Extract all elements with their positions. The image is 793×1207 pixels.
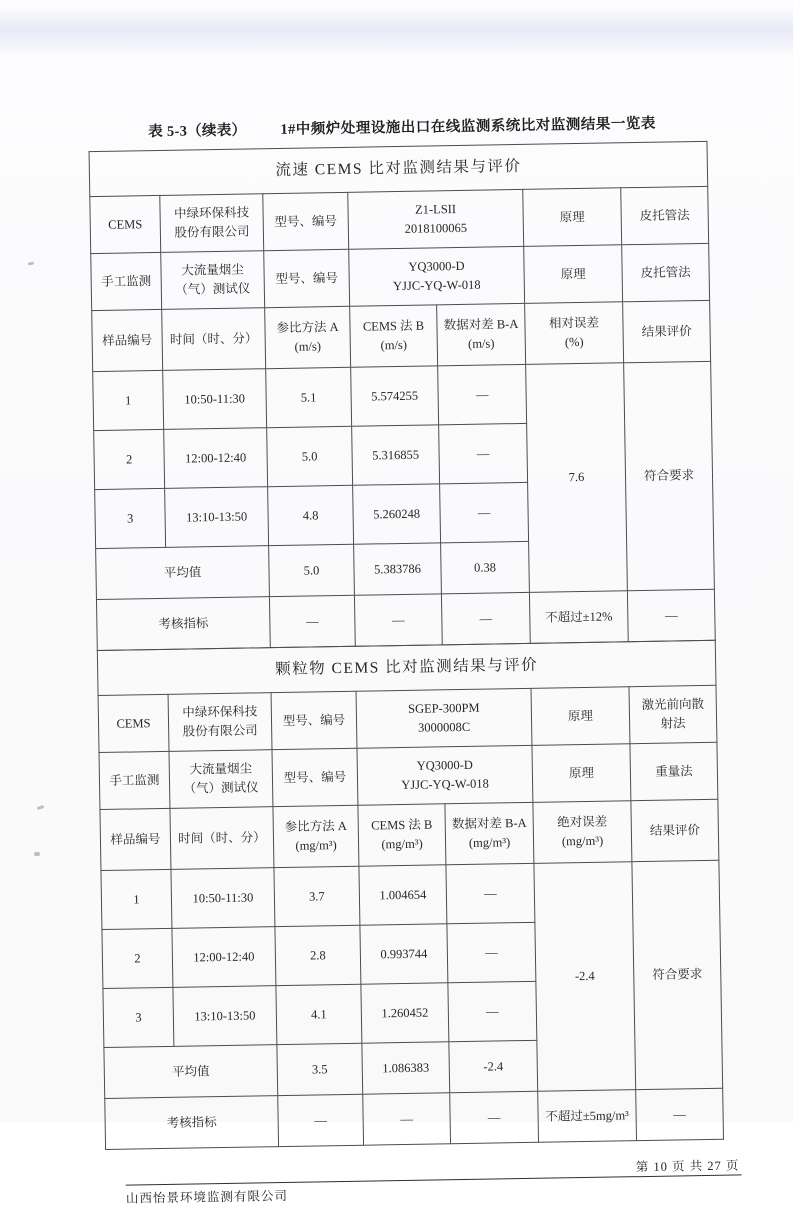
header-time: 时间（时、分） [170, 807, 274, 870]
cell-time: 13:10-13:50 [165, 487, 269, 548]
cell-ref-value: 4.1 [276, 984, 362, 1044]
cell-device: 大流量烟尘 （气）测试仪 [169, 750, 273, 809]
cell-role: CEMS [90, 195, 161, 253]
document-title-line [148, 111, 706, 141]
scan-speck [28, 261, 34, 265]
cell-sample-no: 3 [95, 488, 166, 548]
cell-ref-value: — [278, 1094, 364, 1146]
cell-time: 13:10-13:50 [173, 986, 277, 1047]
cell-ref-value: 4.8 [268, 485, 354, 545]
scan-speck [37, 805, 45, 810]
header-data-diff: 数据对差 B-A (mg/m³) [445, 802, 534, 864]
table-number-label: 表 5-3（续表） [148, 122, 247, 141]
particulate-cems-table [97, 640, 724, 1150]
cell-cems-value: 5.260248 [353, 484, 441, 544]
header-error: 绝对误差 (mg/m³) [533, 801, 632, 864]
cell-error-merged: 7.6 [526, 363, 628, 593]
section-title: 颗粒物 CEMS 比对监测结果与评价 [97, 640, 716, 695]
cell-principle-value: 皮托管法 [621, 186, 709, 244]
cell-device: 中绿环保科技 股份有限公司 [168, 693, 272, 752]
footer-company-name: 山西怡景环境监测有限公司 [125, 1188, 289, 1206]
cell-criteria-label: 考核指标 [96, 597, 270, 651]
cell-model-value: SGEP-300PM 3000008C [356, 688, 532, 748]
footer-page-number: 第 10 页 共 27 页 [635, 1158, 740, 1175]
cell-model-value: YQ3000-D YJJC-YQ-W-018 [357, 745, 533, 805]
cell-time: 12:00-12:40 [172, 927, 276, 988]
header-ref-method: 参比方法 A (m/s) [265, 306, 351, 368]
cell-cems-value: 1.086383 [362, 1042, 450, 1094]
cell-time: 10:50-11:30 [163, 369, 267, 430]
cell-ref-value: 3.7 [274, 866, 360, 926]
cell-average-label: 平均值 [104, 1045, 278, 1099]
cell-diff-value: — [446, 863, 535, 923]
cell-sample-no: 1 [101, 869, 172, 929]
cell-ref-value: 5.0 [267, 426, 353, 486]
cell-criteria-label: 考核指标 [105, 1096, 279, 1150]
cell-principle-label: 原理 [532, 744, 631, 803]
device-row-manual [99, 742, 718, 809]
cell-principle-label: 原理 [523, 188, 622, 247]
cell-principle-value: 重量法 [630, 742, 718, 800]
header-data-diff: 数据对差 B-A (m/s) [437, 303, 526, 365]
column-header-row [92, 300, 711, 371]
cell-model-label: 型号、编号 [263, 192, 349, 250]
cell-diff-value: — [439, 423, 528, 483]
header-sample-no: 样品编号 [92, 309, 163, 371]
cell-cems-value: — [354, 594, 442, 646]
cell-average-label: 平均值 [96, 546, 270, 600]
cell-ref-value: — [269, 595, 355, 647]
header-evaluation: 结果评价 [631, 799, 719, 861]
cell-sample-no: 2 [102, 928, 173, 988]
cell-cems-value: 0.993744 [360, 924, 448, 984]
cell-role: 手工监测 [99, 751, 170, 809]
device-row-manual [91, 243, 710, 310]
cell-model-value: Z1-LSII 2018100065 [348, 189, 524, 249]
cell-device: 大流量烟尘 （气）测试仪 [161, 251, 265, 310]
scan-shadow-band [0, 10, 793, 54]
page-footer [125, 1155, 742, 1206]
header-evaluation: 结果评价 [623, 300, 711, 362]
cell-ref-value: 3.5 [277, 1043, 363, 1095]
cell-diff-value: — [441, 592, 530, 644]
header-time: 时间（时、分） [162, 308, 266, 371]
device-row-cems [90, 186, 709, 253]
velocity-cems-table [89, 141, 716, 651]
cell-diff-value: — [450, 1091, 539, 1143]
document-content [88, 111, 740, 1207]
cell-cems-value: 5.383786 [354, 543, 442, 595]
cell-time: 12:00-12:40 [164, 428, 268, 489]
cell-device: 中绿环保科技 股份有限公司 [160, 194, 264, 253]
cell-ref-value: 2.8 [275, 925, 361, 985]
cell-model-value: YQ3000-D YJJC-YQ-W-018 [349, 246, 525, 306]
cell-cems-value: 5.574255 [351, 366, 439, 426]
scan-speck [34, 852, 40, 856]
cell-sample-no: 1 [93, 370, 164, 430]
column-header-row [100, 799, 719, 870]
cell-evaluation-merged: 符合要求 [624, 361, 715, 590]
cell-error-merged: -2.4 [534, 862, 636, 1092]
cell-evaluation-merged: 符合要求 [632, 860, 723, 1089]
cell-diff-value: — [440, 482, 529, 542]
cell-diff-value: 0.38 [441, 541, 530, 593]
cell-cems-value: — [363, 1093, 451, 1145]
page-title: 1#中频炉处理设施出口在线监测系统比对监测结果一览表 [280, 115, 656, 138]
cell-evaluation: — [627, 589, 715, 641]
header-cems-method: CEMS 法 B (m/s) [350, 305, 438, 367]
cell-role: 手工监测 [91, 252, 162, 310]
cell-limit-value: 不超过±5mg/m³ [538, 1090, 637, 1143]
cell-model-label: 型号、编号 [271, 691, 357, 749]
data-row [101, 860, 720, 929]
cell-diff-value: -2.4 [449, 1040, 538, 1092]
cell-cems-value: 5.316855 [352, 425, 440, 485]
cell-sample-no: 3 [103, 987, 174, 1047]
cell-diff-value: — [447, 922, 536, 982]
data-row [93, 361, 712, 430]
header-cems-method: CEMS 法 B (mg/m³) [358, 804, 446, 866]
header-sample-no: 样品编号 [100, 808, 171, 870]
cell-role: CEMS [98, 694, 169, 752]
device-row-cems [98, 685, 717, 752]
cell-cems-value: 1.260452 [361, 983, 449, 1043]
header-ref-method: 参比方法 A (mg/m³) [273, 805, 359, 867]
header-error: 相对误差 (%) [525, 302, 624, 365]
cell-cems-value: 1.004654 [359, 865, 447, 925]
criteria-row [105, 1088, 724, 1149]
cell-diff-value: — [448, 981, 537, 1041]
cell-model-label: 型号、编号 [264, 249, 350, 307]
cell-limit-value: 不超过±12% [529, 591, 628, 644]
cell-evaluation: — [636, 1088, 724, 1140]
cell-principle-value: 皮托管法 [622, 243, 710, 301]
cell-principle-label: 原理 [524, 245, 623, 304]
section-title: 流速 CEMS 比对监测结果与评价 [89, 141, 708, 196]
cell-model-label: 型号、编号 [272, 748, 358, 806]
cell-principle-value: 激光前向散 射法 [629, 685, 717, 743]
cell-principle-label: 原理 [531, 687, 630, 746]
cell-ref-value: 5.1 [266, 367, 352, 427]
cell-time: 10:50-11:30 [171, 868, 275, 929]
cell-sample-no: 2 [94, 429, 165, 489]
cell-diff-value: — [438, 364, 527, 424]
cell-ref-value: 5.0 [269, 544, 355, 596]
